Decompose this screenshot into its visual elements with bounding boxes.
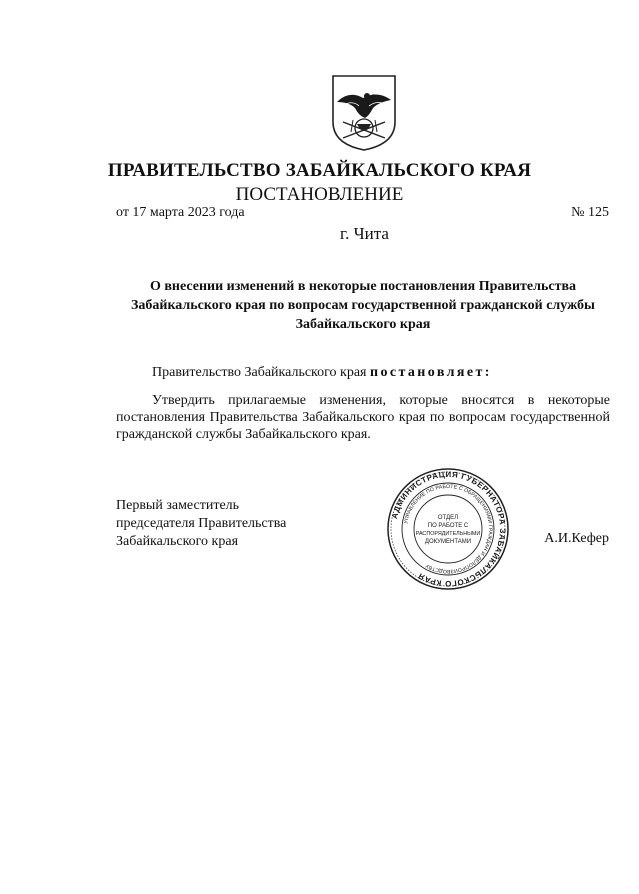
official-stamp bbox=[386, 467, 510, 591]
document-body-paragraph: Утвердить прилагаемые изменения, которые вносятся в некоторые постановления Правительства Забайкальского края по вопросам государственной гражданской службы Забайкальского края. bbox=[116, 393, 610, 442]
decree-word: постановляет: bbox=[369, 365, 492, 380]
document-number: № 125 bbox=[571, 205, 609, 220]
government-title: ПРАВИТЕЛЬСТВО ЗАБАЙКАЛЬСКОГО КРАЯ bbox=[107, 160, 532, 181]
decree-intro: Правительство Забайкальского края bbox=[152, 365, 370, 380]
signer-position-line-1: Первый заместитель bbox=[116, 498, 240, 513]
stamp-center-line-4: ДОКУМЕНТАМИ bbox=[424, 539, 472, 545]
decree-line bbox=[152, 365, 492, 381]
stamp-inner-ring-text: УПРАВЛЕНИЕ ПО РАБОТЕ С ОБРАЩЕНИЯМИ ГРАЖДАН И ДЕЛОПРОИЗВОДСТВУ bbox=[403, 483, 494, 575]
document-city: г. Чита bbox=[340, 224, 389, 243]
coat-of-arms-emblem bbox=[329, 72, 399, 152]
document-subject: О внесении изменений в некоторые постановления Правительства Забайкальского края по вопросам государственной гражданской службы Забайкальского края bbox=[130, 279, 595, 332]
document-type-title: ПОСТАНОВЛЕНИЕ bbox=[235, 184, 404, 205]
document-date: от 17 марта 2023 года bbox=[116, 205, 245, 220]
stamp-center-line-3: РАСПОРЯДИТЕЛЬНЫМИ bbox=[415, 531, 481, 537]
signer-position bbox=[116, 497, 286, 551]
stamp-outer-ring-text: АДМИНИСТРАЦИЯ ГУБЕРНАТОРА ЗАБАЙКАЛЬСКОГО КРАЯ bbox=[390, 469, 508, 589]
signer-position-line-3: Забайкальского края bbox=[116, 534, 239, 549]
signer-name: А.И.Кефер bbox=[544, 531, 609, 546]
stamp-center-line-2: ПО РАБОТЕ С bbox=[427, 523, 469, 529]
stamp-center-line-1: ОТДЕЛ bbox=[437, 515, 459, 521]
signer-position-line-2: председателя Правительства bbox=[116, 516, 287, 531]
